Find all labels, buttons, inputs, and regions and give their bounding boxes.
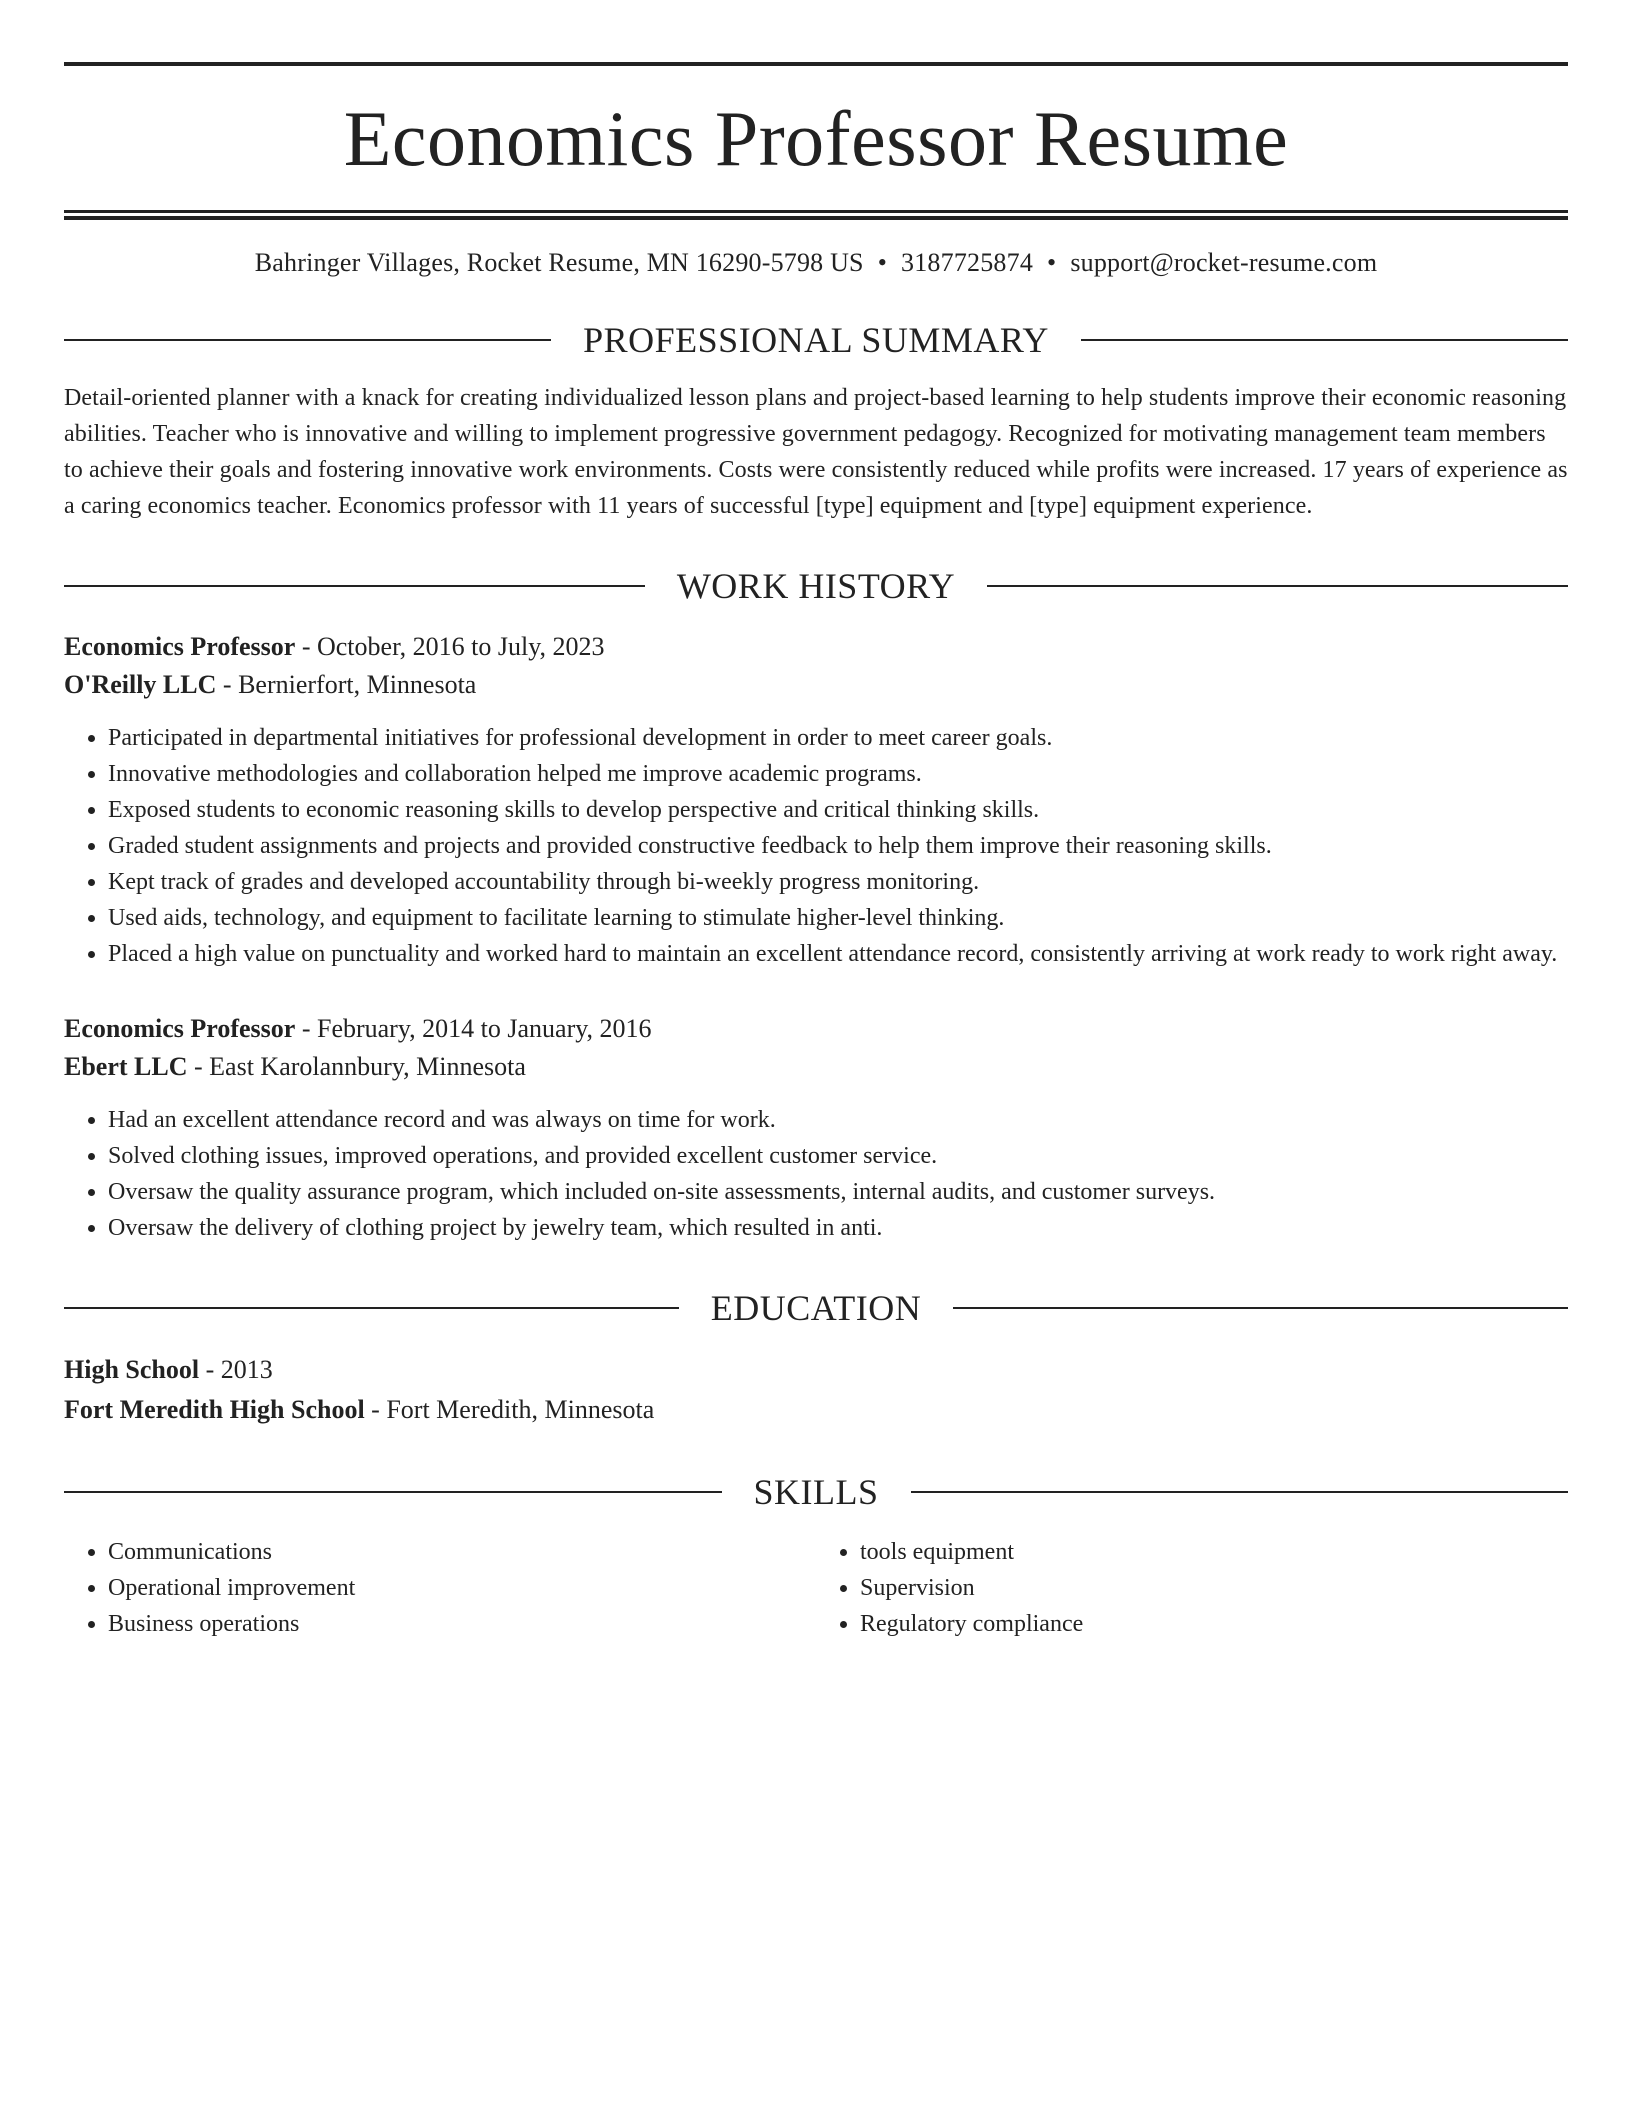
contact-phone: 3187725874 <box>901 248 1034 277</box>
list-item: • Supervision <box>860 1570 1568 1606</box>
resume-title: Economics Professor Resume <box>343 95 1289 182</box>
list-item: • Used aids, technology, and equipment to facilitate learning to stimulate higher-level thinking. <box>108 900 1568 936</box>
job-entry <box>64 628 1568 972</box>
education-location: Fort Meredith, Minnesota <box>386 1395 655 1424</box>
contact-address: Bahringer Villages, Rocket Resume, MN 16290-5798 US <box>254 248 864 277</box>
heading-rule-right <box>987 585 1568 587</box>
dash: - <box>371 1395 380 1424</box>
education-degree-line <box>64 1350 1568 1390</box>
work-heading <box>64 568 1568 604</box>
dash: - <box>301 632 311 661</box>
job-company: Ebert LLC <box>64 1052 188 1081</box>
job-dates: February, 2014 to January, 2016 <box>316 1014 652 1043</box>
job-bullets <box>64 720 1568 972</box>
list-item: • Oversaw the quality assurance program, which included on-site assessments, internal audits, and customer surveys. <box>108 1174 1568 1210</box>
list-item: • Kept track of grades and developed accountability through bi-weekly progress monitoring. <box>108 864 1568 900</box>
heading-rule-left <box>64 1307 679 1309</box>
education-year: 2013 <box>220 1355 273 1384</box>
job-title-line <box>64 628 1568 666</box>
heading-rule-left <box>64 1491 722 1493</box>
summary-heading <box>64 322 1568 358</box>
heading-rule-right <box>1081 339 1568 341</box>
list-item: • Operational improvement <box>108 1570 816 1606</box>
list-item: • Placed a high value on punctuality and worked hard to maintain an excellent attendance record, consistently arriving at work ready to work right away. <box>108 936 1568 972</box>
list-item: • Communications <box>108 1534 816 1570</box>
job-title-line <box>64 1010 1568 1048</box>
job-location: East Karolannbury, Minnesota <box>209 1052 526 1081</box>
job-dates: October, 2016 to July, 2023 <box>316 632 605 661</box>
heading-rule-right <box>911 1491 1569 1493</box>
summary-heading-label: PROFESSIONAL SUMMARY <box>583 320 1049 360</box>
heading-rule-left <box>64 585 645 587</box>
job-location: Bernierfort, Minnesota <box>238 670 477 699</box>
skills-columns <box>64 1534 1568 1642</box>
skills-list-left <box>64 1534 816 1642</box>
list-item: • Graded student assignments and projects and provided constructive feedback to help them improve their reasoning skills. <box>108 828 1568 864</box>
job-bullets <box>64 1102 1568 1246</box>
list-item: • Participated in departmental initiatives for professional development in order to meet career goals. <box>108 720 1568 756</box>
education-entry <box>64 1350 1568 1430</box>
list-item: • Regulatory compliance <box>860 1606 1568 1642</box>
skills-heading-label: SKILLS <box>753 1472 879 1512</box>
job-title: Economics Professor <box>64 1014 296 1043</box>
summary-text: Detail-oriented planner with a knack for creating individualized lesson plans and project-based learning to help students improve their economic reasoning abilities. Teacher who is innovative and willing to implement progressive government pedagogy. Recognized for motivating management team members to achieve their goals and fostering innovative work environments. Costs were consistently reduced while profits were increased. 17 years of experience as a caring economics teacher. Economics professor with 11 years of successful [type] equipment and [type] equipment experience. <box>64 385 1568 519</box>
dash: - <box>222 670 232 699</box>
skills-list-right <box>816 1534 1568 1642</box>
education-heading-label: EDUCATION <box>710 1288 922 1328</box>
list-item: • Solved clothing issues, improved operations, and provided excellent customer service. <box>108 1138 1568 1174</box>
work-heading-label: WORK HISTORY <box>676 566 956 606</box>
job-company-line <box>64 1048 1568 1086</box>
heading-rule-right <box>953 1307 1568 1309</box>
dash: - <box>205 1355 215 1384</box>
contact-line <box>64 248 1568 278</box>
list-item: • Oversaw the delivery of clothing project by jewelry team, which resulted in anti. <box>108 1210 1568 1246</box>
dash: - <box>194 1052 203 1081</box>
list-item: • Had an excellent attendance record and was always on time for work. <box>108 1102 1568 1138</box>
education-school: Fort Meredith High School <box>64 1395 365 1424</box>
contact-separator: • <box>877 248 888 277</box>
job-company-line <box>64 666 1568 704</box>
title-double-rule <box>64 210 1568 220</box>
education-degree: High School <box>64 1355 200 1384</box>
job-title: Economics Professor <box>64 632 296 661</box>
list-item: • Innovative methodologies and collaboration helped me improve academic programs. <box>108 756 1568 792</box>
education-heading <box>64 1290 1568 1326</box>
dash: - <box>301 1014 311 1043</box>
list-item: • Business operations <box>108 1606 816 1642</box>
contact-separator: • <box>1047 248 1057 277</box>
job-entry <box>64 1010 1568 1246</box>
list-item: • Exposed students to economic reasoning skills to develop perspective and critical thinking skills. <box>108 792 1568 828</box>
list-item: • tools equipment <box>860 1534 1568 1570</box>
education-school-line <box>64 1390 1568 1430</box>
top-rule <box>64 62 1568 66</box>
job-company: O'Reilly LLC <box>64 670 217 699</box>
heading-rule-left <box>64 339 551 341</box>
contact-email: support@rocket-resume.com <box>1070 248 1378 277</box>
skills-heading <box>64 1474 1568 1510</box>
